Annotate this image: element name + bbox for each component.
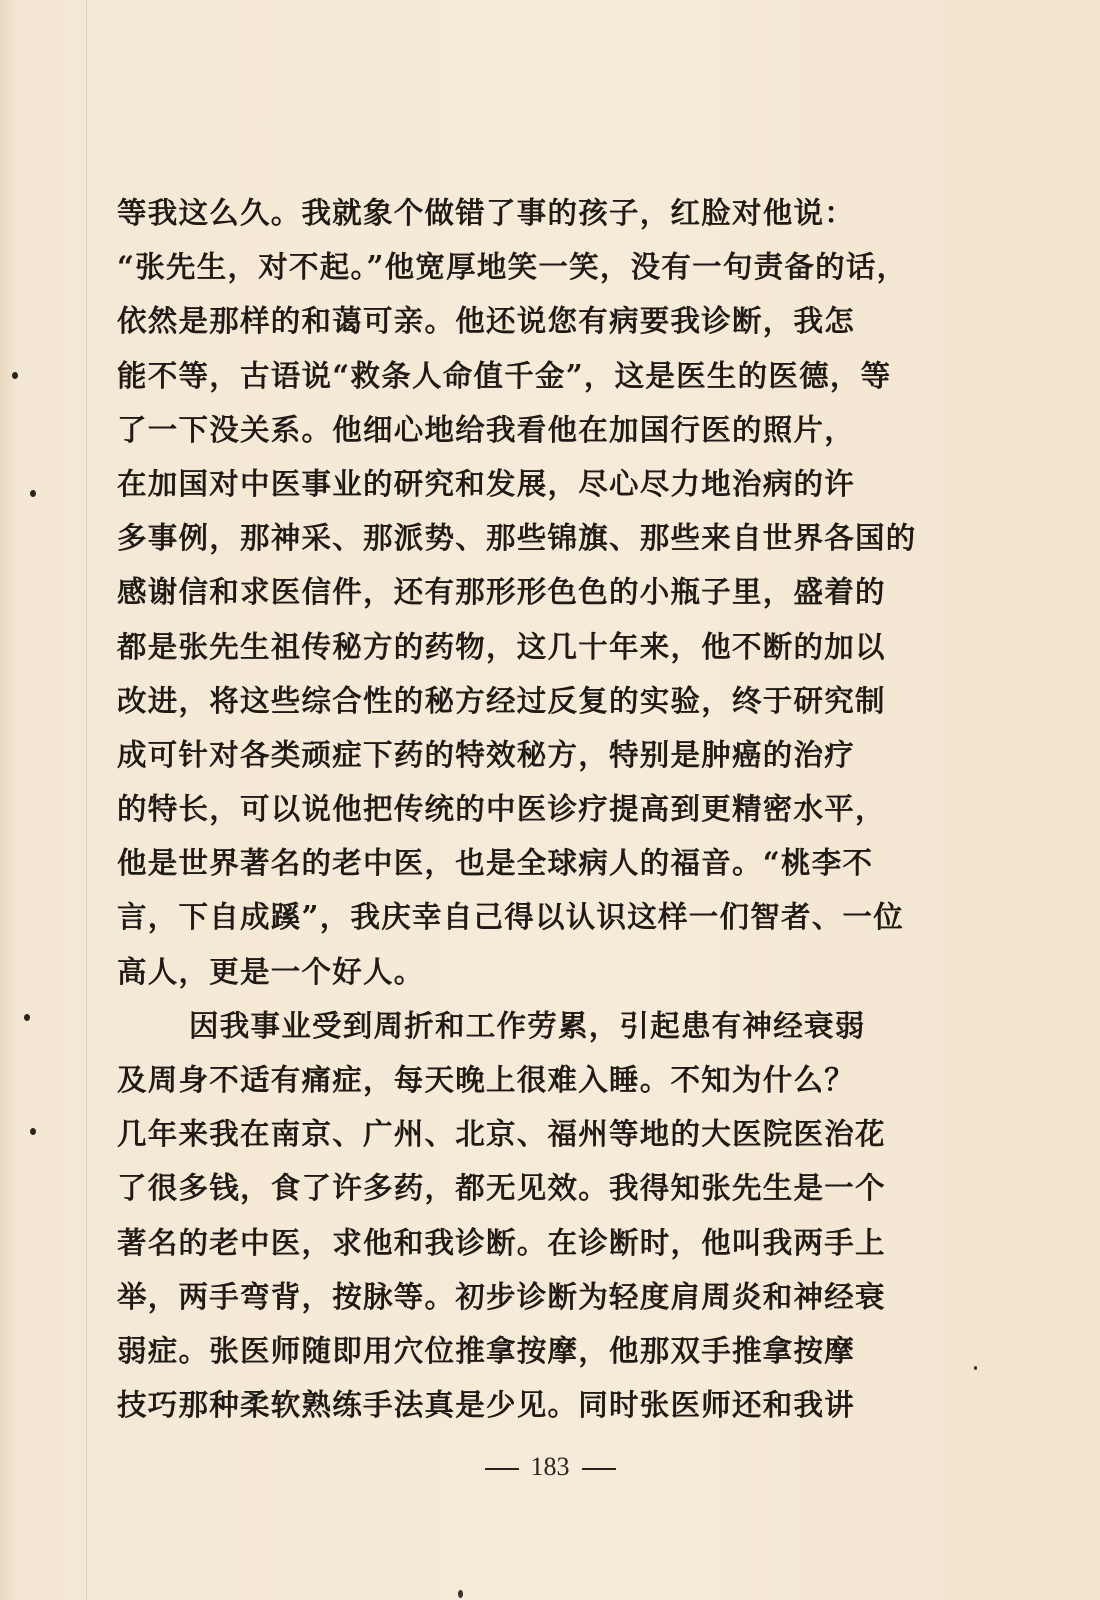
paragraph-1: [117, 186, 952, 999]
text-line: 的特长，可以说他把传统的中医诊疗提高到更精密水平，: [117, 791, 886, 827]
binding-hole-1: [12, 372, 18, 379]
print-speck: [974, 1366, 977, 1370]
text-line: 著名的老中医，求他和我诊断。在诊断时，他叫我两手上: [117, 1224, 886, 1260]
text-line: 弱症。张医师随即用穴位推拿按摩，他那双手推拿按摩: [117, 1332, 856, 1368]
print-speck: [458, 1590, 463, 1598]
binding-hole-3: [24, 1014, 30, 1021]
text-line: 改进，将这些综合性的秘方经过反复的实验，终于研究制: [117, 682, 886, 718]
binding-hole-4: [30, 1128, 36, 1135]
text-line: 能不等，古语说“救条人命值千金”，这是医生的医德，等: [117, 357, 892, 393]
text-line: 了很多钱，食了许多药，都无见效。我得知张先生是一个: [117, 1170, 886, 1206]
text-line: 因我事业受到周折和工作劳累，引起患有神经衰弱: [189, 1007, 866, 1043]
text-line: 在加国对中医事业的研究和发展，尽心尽力地治病的许: [117, 465, 856, 501]
paragraph-2: [117, 999, 952, 1433]
text-line: 依然是那样的和蔼可亲。他还说您有病要我诊断，我怎: [117, 303, 856, 339]
text-line: 技巧那种柔软熟练手法真是少见。同时张医师还和我讲: [117, 1387, 856, 1423]
text-line: 举，两手弯背，按脉等。初步诊断为轻度肩周炎和神经衰: [117, 1278, 886, 1314]
text-line: 他是世界著名的老中医，也是全球病人的福音。“桃李不: [117, 845, 874, 881]
text-line: 言，下自成蹊”，我庆幸自己得以认识这样一们智者、一位: [117, 899, 904, 935]
text-line: 都是张先生祖传秘方的药物，这几十年来，他不断的加以: [117, 628, 886, 664]
margin-fold-line: [86, 0, 87, 1600]
text-line: 高人，更是一个好人。: [117, 953, 425, 989]
text-line: 了一下没关系。他细心地给我看他在加国行医的照片，: [117, 411, 856, 447]
binding-hole-2: [30, 490, 36, 497]
page-number-right-dash: [582, 1468, 616, 1470]
text-line: 感谢信和求医信件，还有那形形色色的小瓶子里，盛着的: [117, 574, 886, 610]
text-line: 及周身不适有痛症，每天晚上很难入睡。不知为什么？: [117, 1062, 856, 1097]
text-line: 等我这么久。我就象个做错了事的孩子，红脸对他说：: [117, 195, 856, 230]
text-line: 几年来我在南京、广州、北京、福州等地的大医院医治花: [117, 1116, 886, 1152]
page-number-left-dash: [485, 1468, 519, 1470]
page-number: 183: [530, 1452, 570, 1481]
text-line: “张先生，对不起。”他宽厚地笑一笑，没有一句责备的话，: [117, 249, 908, 285]
text-line: 成可针对各类顽症下药的特效秘方，特别是肿癌的治疗: [117, 736, 856, 772]
text-line: 多事例，那神采、那派势、那些锦旗、那些来自世界各国的: [117, 520, 917, 556]
body-text: [117, 186, 952, 1432]
page-number-footer: [0, 1452, 1100, 1482]
